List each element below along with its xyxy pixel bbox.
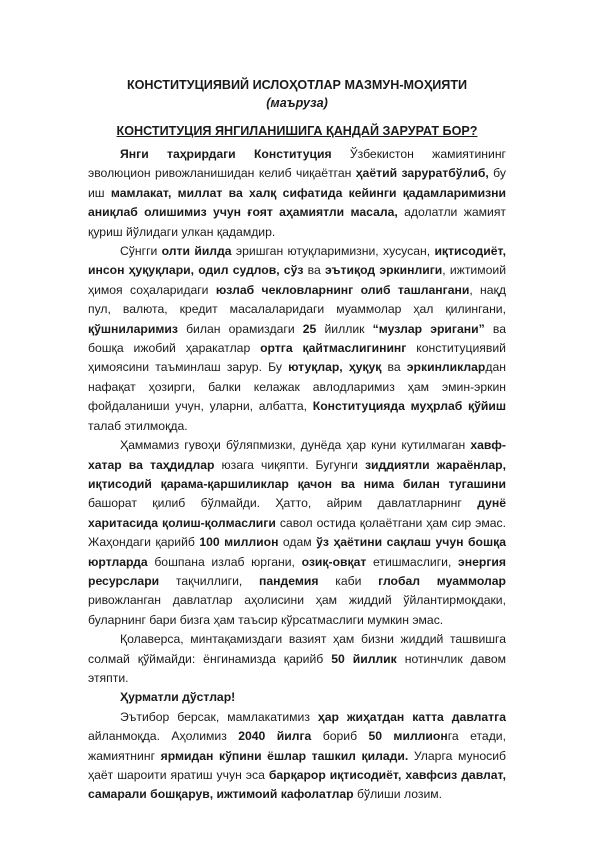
bold-run: ҳар жиҳатдан катта давлатга xyxy=(317,709,506,724)
bold-run: 50 йиллик xyxy=(331,651,397,666)
bold-run: қўшниларимиз xyxy=(88,321,178,336)
bold-run: пандемия xyxy=(259,573,319,588)
bold-run: глобал муаммолар xyxy=(378,573,506,588)
document-title: КОНСТИТУЦИЯВИЙ ИСЛОҲОТЛАР МАЗМУН-МОҲИЯТИ xyxy=(126,78,468,92)
text-run: бориб xyxy=(311,729,369,744)
bold-run: Конституцияда муҳрлаб қўйиш xyxy=(312,399,506,414)
bold-run: хавф-хатар ва таҳдидлар xyxy=(88,438,506,472)
text-run: конституциявий ҳимоясини таъминлаш зарур. Бу xyxy=(88,341,506,375)
greeting: Ҳурматли дўстлар! xyxy=(120,690,236,705)
text-run: одам xyxy=(278,535,317,550)
paragraph xyxy=(88,242,506,436)
paragraph xyxy=(88,708,506,805)
document-page xyxy=(88,76,506,805)
bold-run: ортга қайтмаслигининг xyxy=(260,341,407,356)
text-run: ва xyxy=(303,263,325,278)
text-run: бу иш xyxy=(88,166,506,200)
section-heading: КОНСТИТУЦИЯ ЯНГИЛАНИШИГА ҚАНДАЙ ЗАРУРАТ БОР? xyxy=(116,124,478,138)
bold-run: Янги таҳрирдаги Конституция xyxy=(120,147,332,161)
text-run: талаб этилмоқда. xyxy=(88,418,188,433)
text-run: айланмоқда. Аҳолимиз xyxy=(88,729,239,744)
text-run: йиллик xyxy=(316,321,373,336)
text-run: эришган ютуқларимизни, хусусан, xyxy=(231,244,435,259)
bold-run: “музлар эригани” xyxy=(372,321,485,336)
text-run: Ҳаммамиз гувоҳи бўляпмизки, дунёда ҳар куни кутилмаган xyxy=(120,438,471,453)
text-run: дан нафақат ҳозирги, балки келажак авлодларимиз ҳам эмин-эркин фойдаланиши учун, уларни, албатта, xyxy=(88,360,506,414)
text-run: башорат қилиб бўлмайди. Ҳатто, айрим давлатларнинг xyxy=(88,496,478,511)
bold-run: мамлакат, миллат ва халқ сифатида кейинги қадамларимизни аниқлаб олишимиз учун ғоят аҳамиятли масала, xyxy=(88,185,506,220)
bold-run: барқарор иқтисодиёт, хавфсиз давлат, самарали бошқарув, ижтимоий кафолатлар xyxy=(88,768,506,802)
paragraph xyxy=(88,436,506,630)
bold-run: олти йилда xyxy=(161,244,232,259)
bold-run: эркинликлар xyxy=(406,360,486,375)
text-run: каби xyxy=(318,573,379,588)
bold-run: ҳаётий заруратбўлиб, xyxy=(355,166,489,181)
text-run: Уларга муносиб ҳаёт шароити яратиш учун эса xyxy=(88,748,506,782)
bold-run: 100 миллион xyxy=(199,535,279,550)
text-run: ривожланган давлатлар аҳолисини ҳам жиддий ўйлантирмоқдаки, буларнинг бари бизга ҳам таъсир кўрсатмаслиги мумкин эмас. xyxy=(88,593,506,627)
text-run: , нақд пул, валюта, кредит масалаларидаги муаммолар ҳал қилингани, xyxy=(88,282,507,317)
bold-run: озиқ-овқат xyxy=(301,554,367,569)
text-run: Қолаверса, минтақамиздаги вазият ҳам бизни жиддий ташвишга солмай қўймайди: ёнгинамизда қарийб xyxy=(88,632,506,666)
document-subtitle: (маъруза) xyxy=(266,96,328,110)
text-run: юзага чиқяпти. Бугунги xyxy=(214,457,365,472)
text-run: савол остида қолаётгани ҳам сир эмас. Жаҳондаги қарийб xyxy=(88,515,506,550)
text-run: ва xyxy=(381,360,407,375)
text-run: Сўнгги xyxy=(120,244,162,259)
bold-run: эътиқод эркинлиги xyxy=(324,263,443,278)
bold-run: ўз ҳаётини сақлаш учун бошқа юртларда xyxy=(88,535,506,569)
bold-run: ютуқлар, ҳуқуқ xyxy=(288,360,382,375)
bold-run: ярмидан кўпини ёшлар ташкил қилади. xyxy=(160,748,409,763)
text-run: ва бошқа ижобий ҳаракатлар xyxy=(88,321,506,356)
text-run: Эътибор берсак, мамлакатимиз xyxy=(120,709,318,724)
text-run: , ижтимоий ҳимоя соҳаларидаги xyxy=(88,263,506,297)
bold-run: энергия ресурслари xyxy=(88,554,506,588)
bold-run: дунё харитасида қолиш-қолмаслиги xyxy=(88,496,506,530)
paragraph xyxy=(88,145,506,242)
bold-run: 25 xyxy=(302,321,317,336)
text-run: бошпана излаб юргани, xyxy=(147,554,302,569)
text-run: нотинчлик давом этяпти. xyxy=(88,651,506,685)
text-run: етишмаслиги, xyxy=(366,554,458,569)
paragraph xyxy=(88,630,506,688)
bold-run: зиддиятли жараёнлар, иқтисодий қарама-қаршиликлар қачон ва нима билан тугашини xyxy=(88,457,506,491)
bold-run: 50 миллион xyxy=(368,729,448,744)
text-run: бўлиши лозим. xyxy=(353,787,443,802)
bold-run: иқтисодиёт, инсон ҳуқуқлари, одил судлов, сўз xyxy=(88,244,506,278)
text-run: билан орамиздаги xyxy=(177,321,303,336)
text-run: адолатли жамият қуриш йўлидаги улкан қадамдир. xyxy=(88,205,507,239)
text-run: га етади, жамиятнинг xyxy=(88,729,506,763)
bold-run: 2040 йилга xyxy=(238,729,312,744)
text-run: Ўзбекистон жамиятининг эволюцион ривожланишидан келиб чиқаётган xyxy=(88,147,506,181)
bold-run: юзлаб чекловларнинг олиб ташлангани xyxy=(215,282,470,297)
text-run: тақчиллиги, xyxy=(159,573,260,588)
